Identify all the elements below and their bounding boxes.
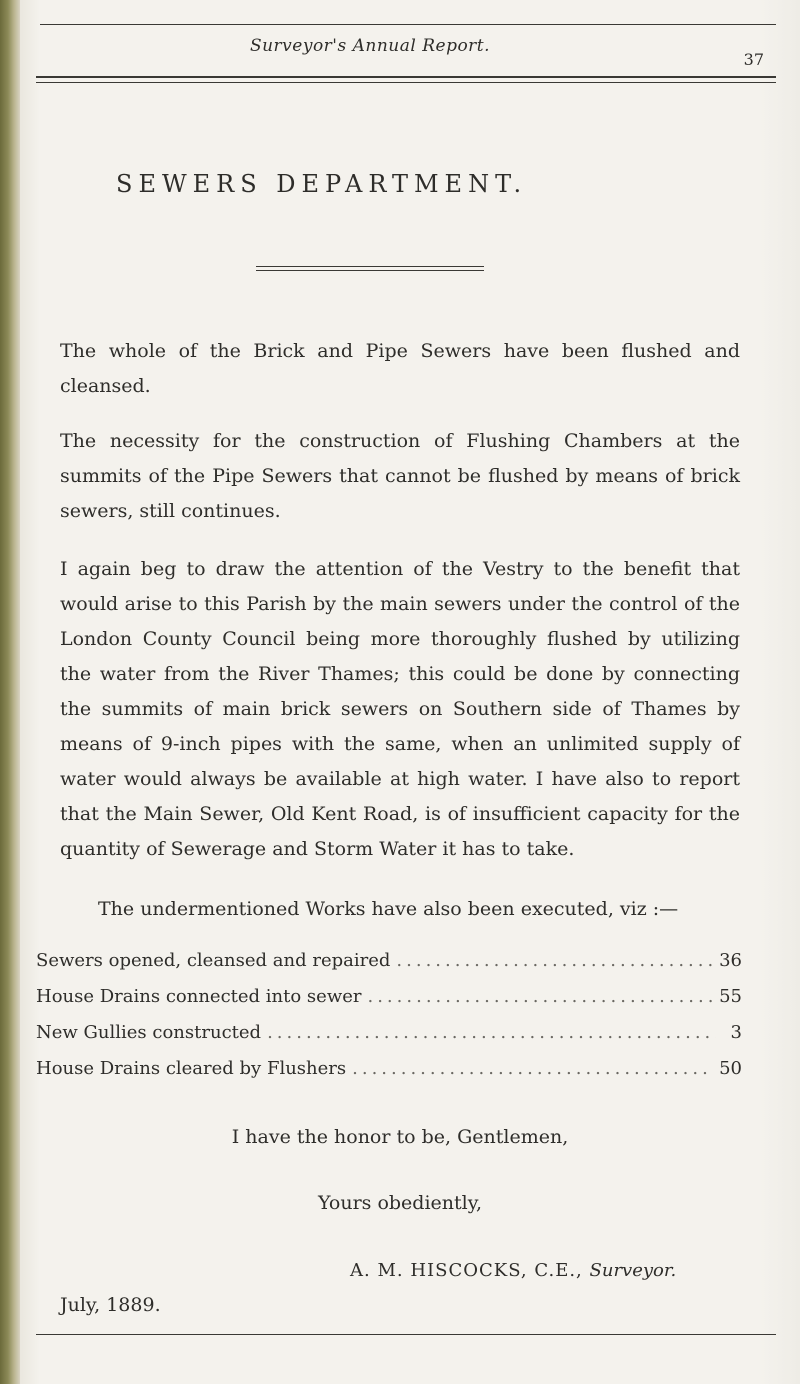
section-title: SEWERS DEPARTMENT. bbox=[116, 170, 528, 198]
works-list-item bbox=[36, 1058, 742, 1094]
leader-dots bbox=[267, 1022, 716, 1043]
signature bbox=[350, 1260, 676, 1281]
report-date: July, 1889. bbox=[60, 1294, 161, 1316]
works-item-label: New Gullies constructed bbox=[36, 1022, 262, 1043]
paragraph-thames-water: I again beg to draw the attention of the Vestry to the benefit that would arise to this Parish by the main sewers under the control of the London County Council being more thoroughly flushed by utilizing the water from the River Thames; this could be done by connecting the summits of main brick sewers on Southern side of Thames by means of 9-inch pipes with the same, when an unlimited supply of water would always be available at high water. I have also to report that the Main Sewer, Old Kent Road, is of insufficient capacity for the quantity of Sewerage and Storm Water it has to take. bbox=[60, 558, 740, 860]
works-item-count: 50 bbox=[719, 1058, 742, 1079]
page-number: 37 bbox=[743, 50, 764, 69]
signature-name: A. M. HISCOCKS, C.E., bbox=[350, 1260, 583, 1281]
works-item-count: 55 bbox=[719, 986, 742, 1007]
running-header: Surveyor's Annual Report. bbox=[249, 36, 491, 56]
book-binding-edge bbox=[0, 0, 20, 1384]
header-rule-thin bbox=[36, 82, 776, 83]
works-item-count: 3 bbox=[730, 1022, 742, 1043]
leader-dots bbox=[352, 1058, 713, 1079]
works-list-item bbox=[36, 1022, 742, 1058]
leader-dots bbox=[396, 950, 713, 971]
closing-salutation: I have the honor to be, Gentlemen, bbox=[231, 1126, 569, 1148]
leader-dots bbox=[367, 986, 713, 1007]
works-intro: The undermentioned Works have also been executed, viz :— bbox=[98, 898, 679, 920]
signature-role: Surveyor. bbox=[589, 1260, 677, 1281]
works-list bbox=[36, 950, 742, 1094]
paragraph-flushing-chambers: The necessity for the construction of Flushing Chambers at the summits of the Pipe Sewers that cannot be flushed by means of brick sewers, still continues. bbox=[60, 430, 740, 522]
works-item-label: Sewers opened, cleansed and repaired bbox=[36, 950, 391, 971]
header-top-rule bbox=[40, 24, 776, 25]
works-item-count: 36 bbox=[719, 950, 742, 971]
works-list-item bbox=[36, 986, 742, 1022]
works-item-label: House Drains cleared by Flushers bbox=[36, 1058, 347, 1079]
footer-rule bbox=[36, 1334, 776, 1335]
closing-valediction: Yours obediently, bbox=[318, 1192, 482, 1214]
title-divider-top bbox=[256, 266, 484, 267]
paragraph-flushing: The whole of the Brick and Pipe Sewers have been flushed and cleansed. bbox=[60, 340, 740, 397]
works-list-item bbox=[36, 950, 742, 986]
works-item-label: House Drains connected into sewer bbox=[36, 986, 362, 1007]
header-rule-thick bbox=[36, 76, 776, 78]
title-divider-bottom bbox=[256, 270, 484, 271]
